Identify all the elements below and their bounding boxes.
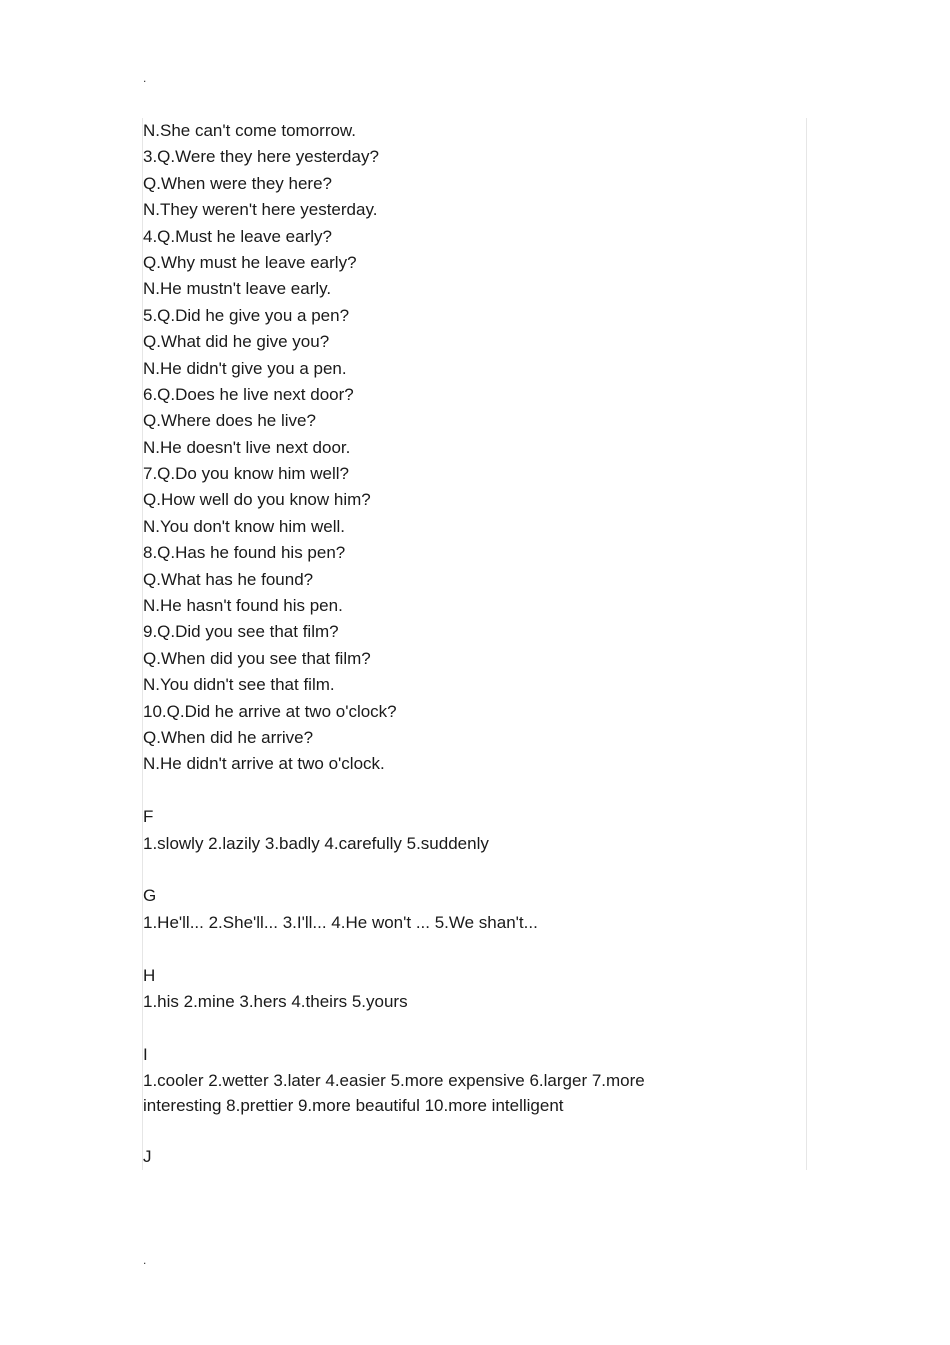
- answer-line: N.He didn't arrive at two o'clock.: [143, 754, 385, 774]
- answer-line: Q.When did you see that film?: [143, 648, 371, 668]
- answer-line: Q.Where does he live?: [143, 411, 316, 431]
- section-spacer: [143, 1118, 783, 1144]
- section-answers: 1.slowly 2.lazily 3.badly 4.carefully 5.suddenly: [143, 833, 489, 853]
- answer-line: Q.When were they here?: [143, 173, 332, 193]
- answer-line: N.You don't know him well.: [143, 516, 345, 536]
- section-f: [143, 804, 783, 857]
- section-h: [143, 963, 783, 1016]
- answer-line: N.You didn't see that film.: [143, 675, 335, 695]
- section-answers: 1.his 2.mine 3.hers 4.theirs 5.yours: [143, 991, 408, 1011]
- answer-line: N.He doesn't live next door.: [143, 437, 351, 457]
- answer-line: Q.What has he found?: [143, 569, 314, 589]
- section-answers: 1.He'll... 2.She'll... 3.I'll... 4.He won't ... 5.We shan't...: [143, 912, 538, 932]
- section-heading: G: [143, 886, 157, 906]
- section-spacer: [143, 778, 783, 804]
- questions-block: [143, 118, 783, 778]
- answer-line: 3.Q.Were they here yesterday?: [143, 147, 379, 167]
- section-spacer: [143, 857, 783, 883]
- answer-line: Q.Why must he leave early?: [143, 252, 357, 272]
- answer-line: N.He mustn't leave early.: [143, 279, 332, 299]
- answer-line: N.He didn't give you a pen.: [143, 358, 347, 378]
- answer-line: 8.Q.Has he found his pen?: [143, 543, 346, 563]
- answer-line: 5.Q.Did he give you a pen?: [143, 305, 350, 325]
- answer-line: 10.Q.Did he arrive at two o'clock?: [143, 701, 397, 721]
- section-heading: I: [143, 1044, 148, 1064]
- page-frame-right-border: [806, 118, 807, 1170]
- section-answers-line-1: 1.cooler 2.wetter 3.later 4.easier 5.more expensive 6.larger 7.more: [143, 1071, 645, 1091]
- section-i: [143, 1042, 783, 1118]
- answer-line: Q.How well do you know him?: [143, 490, 371, 510]
- section-g: [143, 883, 783, 936]
- answer-line: N.She can't come tomorrow.: [143, 121, 356, 140]
- section-heading: F: [143, 807, 154, 827]
- section-spacer: [143, 936, 783, 962]
- answer-line: Q.When did he arrive?: [143, 727, 314, 747]
- section-heading: J: [143, 1147, 152, 1167]
- section-heading: H: [143, 965, 156, 985]
- answer-line: N.He hasn't found his pen.: [143, 596, 343, 616]
- header-mark: .: [143, 71, 147, 85]
- answer-line: 4.Q.Must he leave early?: [143, 226, 332, 246]
- footer-mark: .: [143, 1253, 147, 1267]
- answer-line: N.They weren't here yesterday.: [143, 200, 378, 220]
- section-j: [143, 1144, 783, 1170]
- answer-line: Q.What did he give you?: [143, 332, 330, 352]
- section-answers-line-2: interesting 8.prettier 9.more beautiful 10.more intelligent: [143, 1096, 564, 1116]
- answer-line: 6.Q.Does he live next door?: [143, 384, 354, 404]
- section-spacer: [143, 1015, 783, 1041]
- answer-key-content: [143, 118, 783, 1171]
- answer-line: 7.Q.Do you know him well?: [143, 464, 349, 484]
- answer-line: 9.Q.Did you see that film?: [143, 622, 339, 642]
